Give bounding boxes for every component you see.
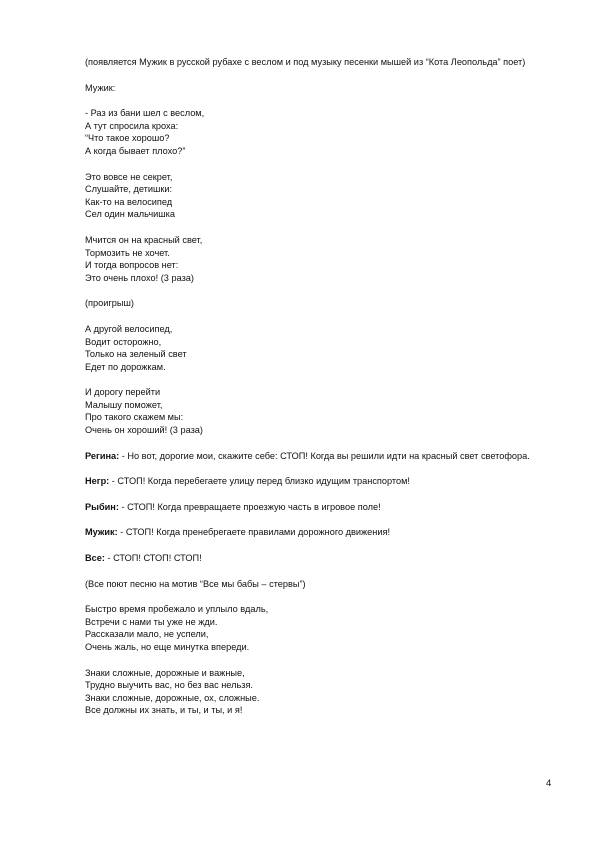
dialogue-line-negr: [85, 475, 555, 488]
verse-line: Мчится он на красный свет,: [85, 234, 203, 245]
verse-line: И тогда вопросов нет:: [85, 260, 179, 271]
dialogue-text: - СТОП! Когда пренебрегаете правилами дорожного движения!: [117, 527, 391, 538]
dialogue-line-all: [85, 552, 555, 565]
dialogue-line-regina: [85, 450, 555, 463]
verse-line: Как-то на велосипед: [85, 196, 173, 207]
dialogue-text: - СТОП! Когда превращаете проезжую часть в игровое поле!: [118, 501, 381, 512]
verse-line: Рассказали мало, не успели,: [85, 629, 209, 640]
dialogue-line-muzhik: [85, 526, 555, 539]
verse-line: Едет по дорожкам.: [85, 361, 166, 372]
verse-line: Про такого скажем мы:: [85, 412, 184, 423]
stage-direction-song: [85, 578, 555, 591]
verse-6: [85, 603, 555, 653]
verse-line: Быстро время пробежало и уплыло вдаль,: [85, 604, 269, 615]
verse-line: Это вовсе не секрет,: [85, 171, 173, 182]
speaker-name: Регина:: [85, 450, 120, 461]
verse-line: Тормозить не хочет.: [85, 247, 170, 258]
dialogue-text: - СТОП! Когда перебегаете улицу перед близко идущим транспортом!: [109, 476, 410, 487]
verse-7: [85, 667, 555, 717]
verse-line: А тут спросила кроха:: [85, 120, 179, 131]
page-number: 4: [546, 778, 552, 789]
verse-line: Знаки сложные, дорожные и важные,: [85, 667, 245, 678]
verse-4: [85, 323, 555, 373]
verse-line: Знаки сложные, дорожные, ох, сложные.: [85, 692, 260, 703]
verse-line: Очень он хороший! (3 раза): [85, 425, 203, 436]
speaker-name: Мужик:: [85, 527, 118, 538]
speaker-name: Все:: [85, 553, 105, 564]
speaker-name: Рыбин:: [85, 501, 119, 512]
verse-line: Очень жаль, но еще минутка впереди.: [85, 642, 250, 652]
verse-3: [85, 234, 555, 284]
verse-line: А когда бывает плохо?”: [85, 145, 186, 156]
verse-line: Малышу поможет,: [85, 399, 163, 410]
dialogue-text: - СТОП! СТОП! СТОП!: [104, 553, 202, 564]
verse-line: - Раз из бани шел с веслом,: [85, 108, 205, 119]
speaker-name: Негр:: [85, 476, 110, 487]
stage-direction-interlude: [85, 297, 555, 310]
verse-1: [85, 107, 555, 157]
dialogue-text: - Но вот, дорогие мои, скажите себе: СТОП! Когда вы решили идти на красный свет светофора.: [119, 450, 530, 461]
stage-direction-intro: [85, 56, 555, 69]
dialogue-line-rybin: [85, 501, 555, 514]
verse-line: Слушайте, детишки:: [85, 184, 173, 195]
verse-line: “Что такое хорошо?: [85, 133, 170, 144]
verse-line: Сел один мальчишка: [85, 209, 175, 220]
interlude-text: (проигрыш): [85, 298, 134, 309]
verse-5: [85, 386, 555, 436]
verse-line: А другой велосипед,: [85, 323, 173, 334]
verse-line: Встречи с нами ты уже не жди.: [85, 616, 218, 627]
verse-line: Водит осторожно,: [85, 336, 162, 347]
intro-text: (появляется Мужик в русской рубахе с веслом и под музыку песенки мышей из “Кота Леопольда” поет): [85, 57, 526, 67]
speaker-heading: [85, 82, 555, 95]
document-page: [85, 56, 555, 730]
verse-line: И дорогу перейти: [85, 387, 161, 398]
verse-line: Трудно выучить вас, но без вас нельзя.: [85, 680, 253, 691]
speaker-muzhik-label: Мужик:: [85, 82, 116, 93]
verse-line: Все должны их знать, и ты, и ты, и я!: [85, 705, 243, 716]
verse-line: Это очень плохо! (3 раза): [85, 272, 194, 283]
song-intro-text: (Все поют песню на мотив “Все мы бабы – стервы”): [85, 578, 306, 589]
verse-2: [85, 171, 555, 221]
verse-line: Только на зеленый свет: [85, 349, 187, 360]
